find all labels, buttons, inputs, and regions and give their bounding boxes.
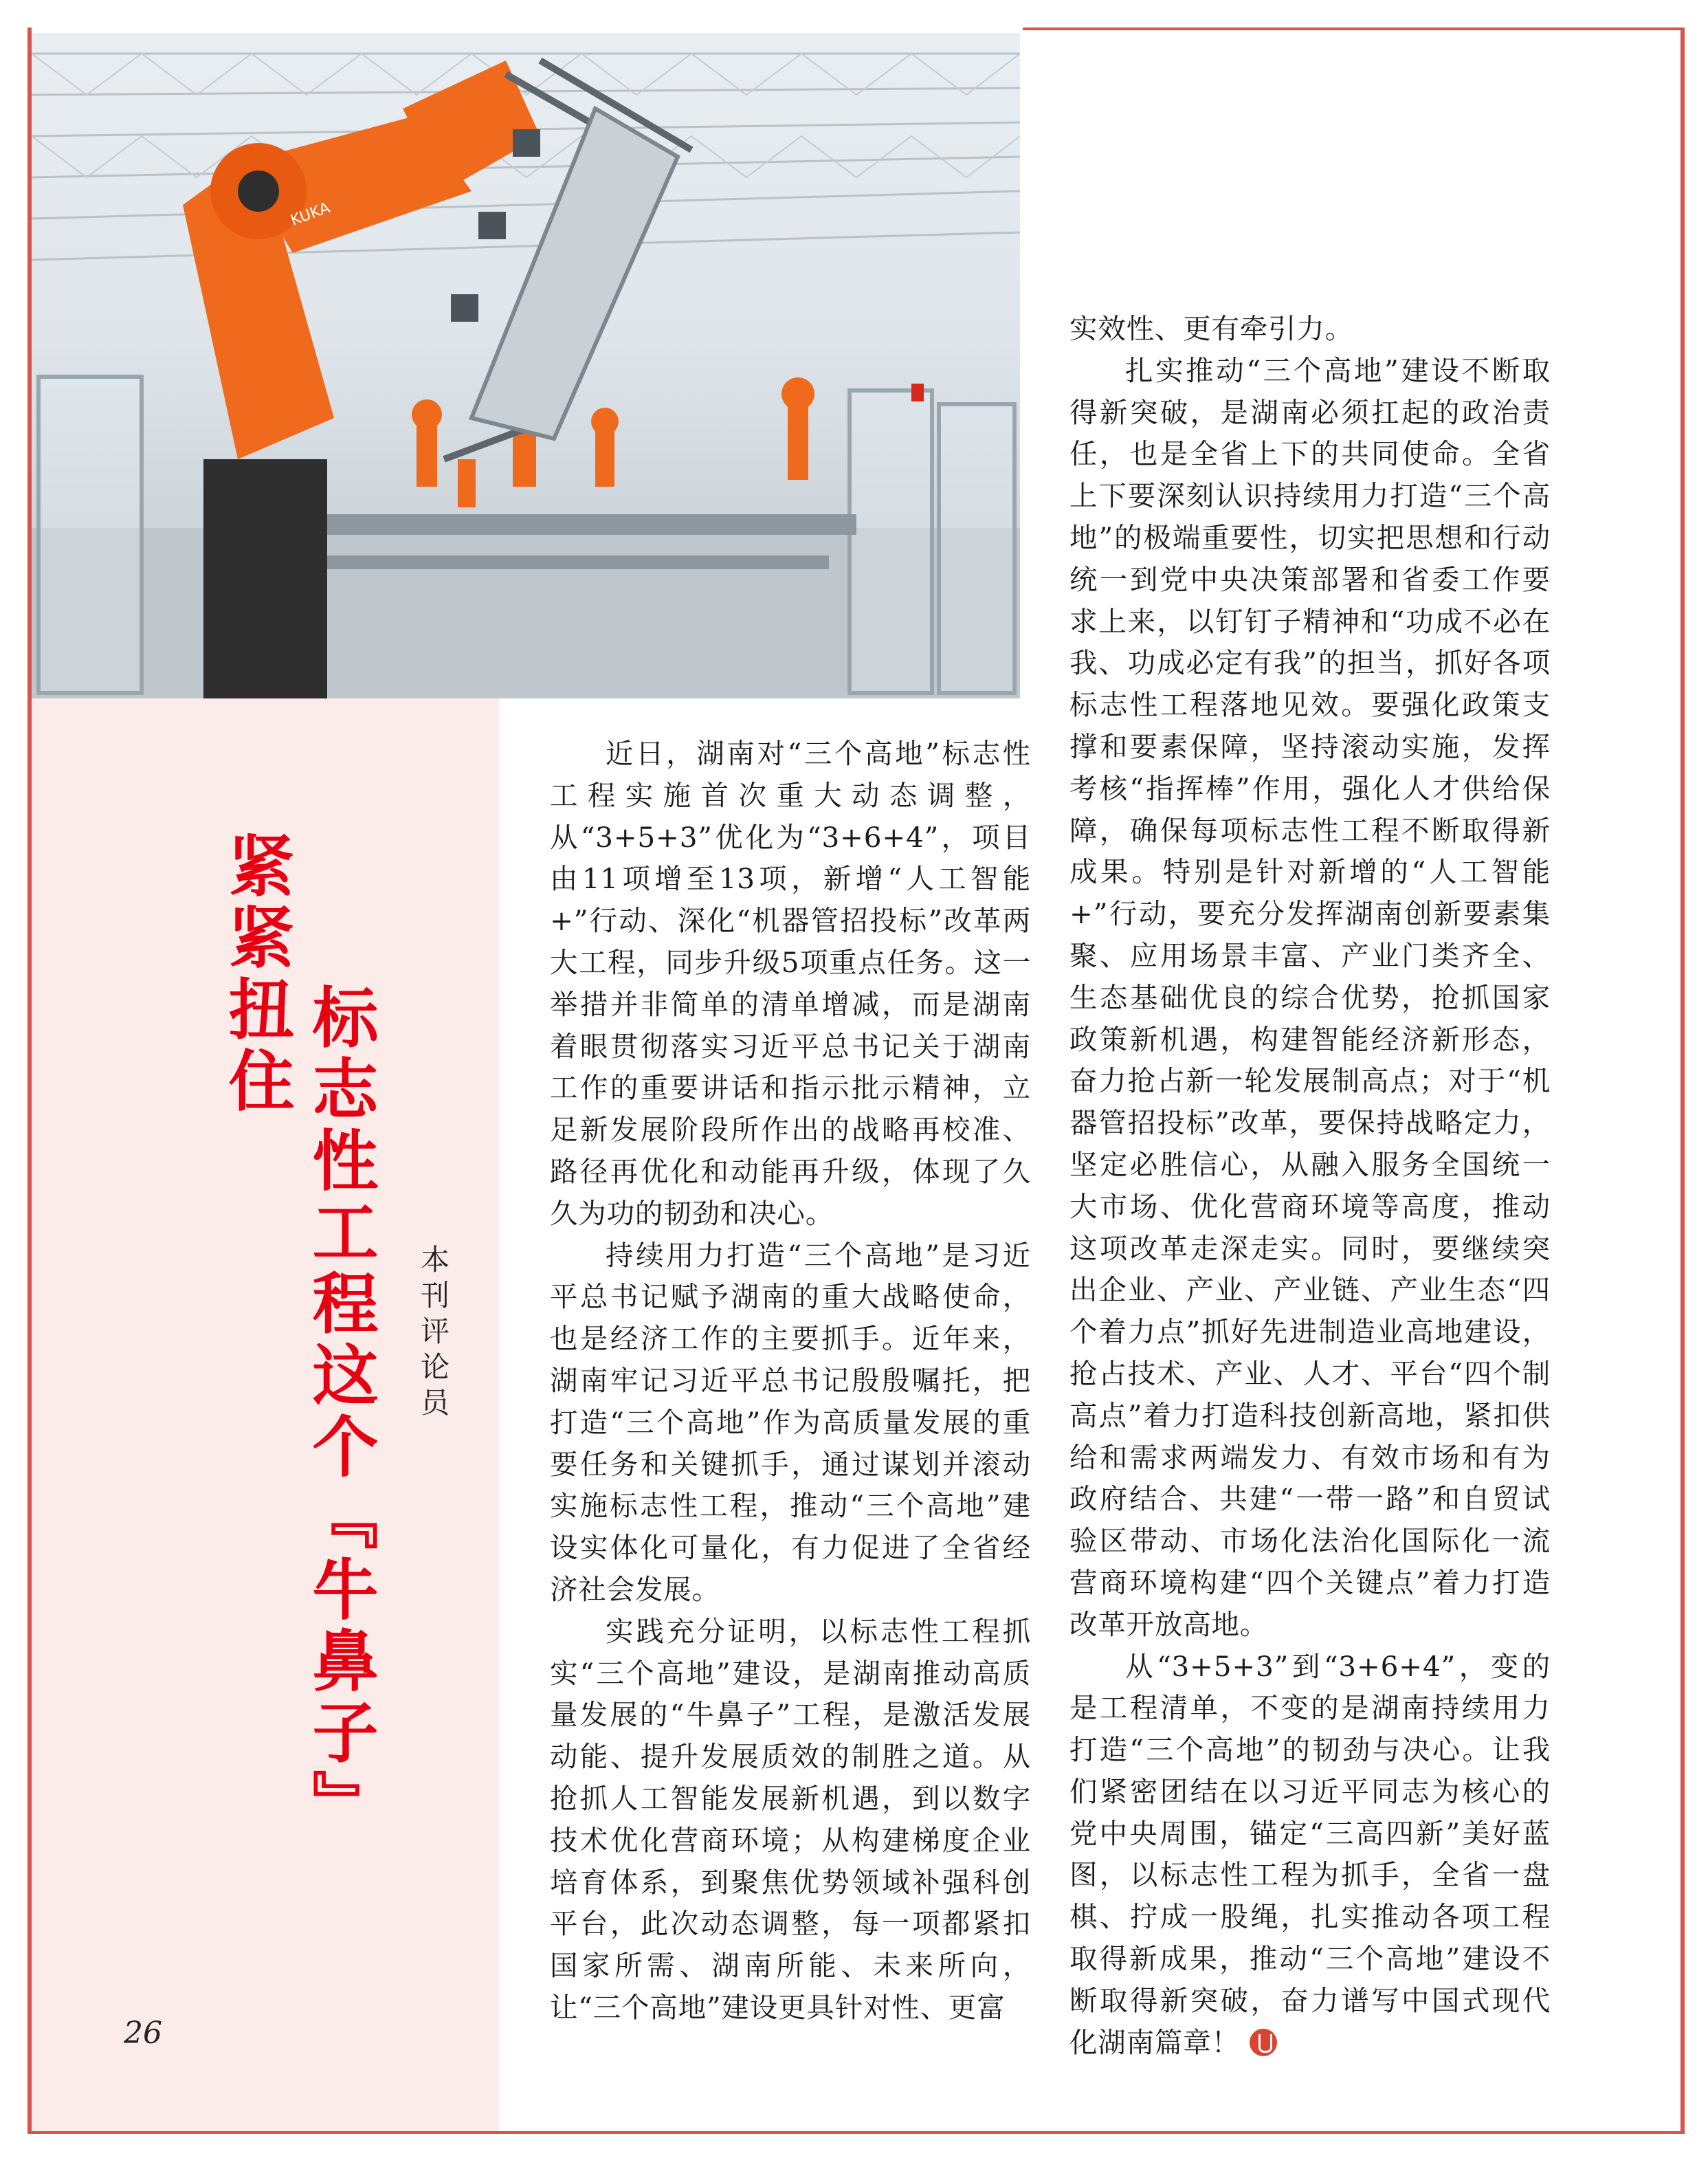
paragraph: 实践充分证明，以标志性工程抓实“三个高地”建设，是湖南推动高质量发展的“牛鼻子”工程，是激活发展动能、提升发展质效的制胜之道。从抢抓人工智能发展新机遇，到以数字技术优化营商环境；从构建梯度企业培育体系，到聚焦优势领域补强科创平台，此次动态调整，每一项都紧扣国家所需、湖南所能、未来所向，让“三个高地”建设更具针对性、更富	[550, 1614, 1031, 2024]
frame-right-border	[1681, 27, 1685, 2133]
page-number: 26	[124, 2016, 162, 2051]
kuka-label: KUKA	[288, 199, 333, 230]
paragraph: 扎实推动“三个高地”建设不断取得新突破，是湖南必须扛起的政治责任，也是全省上下的共同使命。全省上下要深刻认识持续用力打造“三个高地”的极端重要性，切实把思想和行动统一到党中央决策部署和省委工作要求上来，以钉钉子精神和“功成不必在我、功成必定有我”的担当，抓好各项标志性工程落地见效。要强化政策支撑和要素保障，坚持滚动实施，发挥考核“指挥棒”作用，强化人才供给保障，确保每项标志性工程不断取得新成果。特别是针对新增的“人工智能+”行动，要充分发挥湖南创新要素集聚、应用场景丰富、产业门类齐全、生态基础优良的综合优势，抢抓国家政策新机遇，构建智能经济新形态，奋力抢占新一轮发展制高点；对于“机器管招投标”改革，要保持战略定力，坚定必胜信心，从融入服务全国统一大市场、优化营商环境等高度，推动这项改革走深走实。同时，要继续突出企业、产业、产业链、产业生态“四个着力点”抓好先进制造业高地建设，抢占技术、产业、人才、平台“四个制高点”着力打造科技创新高地，紧扣供给和需求两端发力、有效市场和有为政府结合、共建“一带一路”和自贸试验区带动、市场化法治化国际化一流营商环境构建“四个关键点”着力打造改革开放高地。	[1069, 353, 1551, 1641]
factory-robot-photo	[32, 33, 1020, 698]
headline-line-1: 紧紧扭住	[218, 832, 295, 1118]
paragraph: 近日，湖南对“三个高地”标志性工程实施首次重大动态调整，从“3+5+3”优化为“3+6+4”，项目由11项增至13项，新增“人工智能+”行动、深化“机器管招投标”改革两大工程，同步升级5项重点任务。这一举措并非简单的清单增减，而是湖南着眼贯彻落实习近平总书记关于湖南工作的重要讲话和指示批示精神，立足新发展阶段所作出的战略再校准、路径再优化和动能再升级，体现了久久为功的韧劲和决心。	[550, 737, 1031, 1230]
paragraph: 持续用力打造“三个高地”是习近平总书记赋予湖南的重大战略使命，也是经济工作的主要抓手。近年来，湖南牢记习近平总书记殷殷嘱托，把打造“三个高地”作为高质量发展的重要任务和关键抓手，通过谋划并滚动实施标志性工程，推动“三个高地”建设实体化可量化，有力促进了全省经济社会发展。	[550, 1238, 1031, 1606]
headline-line-2: 标志性工程这个『牛鼻子』	[302, 983, 379, 1841]
frame-bottom-border	[27, 2131, 1685, 2134]
robot-arm-illustration	[32, 33, 1020, 698]
paragraph	[1069, 1646, 1551, 2064]
end-mark-icon	[1250, 2029, 1277, 2056]
article-column-2	[1069, 308, 1551, 2063]
closing-paragraph-text: 从“3+5+3”到“3+6+4”，变的是工程清单，不变的是湖南持续用力打造“三个高地”的韧劲与决心。让我们紧密团结在以习近平同志为核心的党中央周围，锚定“三高四新”美好蓝图，以标志性工程为抓手，全省一盘棋、拧成一股绳，扎实推动各项工程取得新成果，推动“三个高地”建设不断取得新突破，奋力谱写中国式现代化湖南篇章！	[1069, 1649, 1551, 2059]
article-column-1	[550, 733, 1031, 2029]
paragraph-continuation: 实效性、更有牵引力。	[1069, 312, 1353, 345]
frame-top-border	[1023, 27, 1685, 30]
byline: 本刊评论员	[417, 1244, 450, 1423]
